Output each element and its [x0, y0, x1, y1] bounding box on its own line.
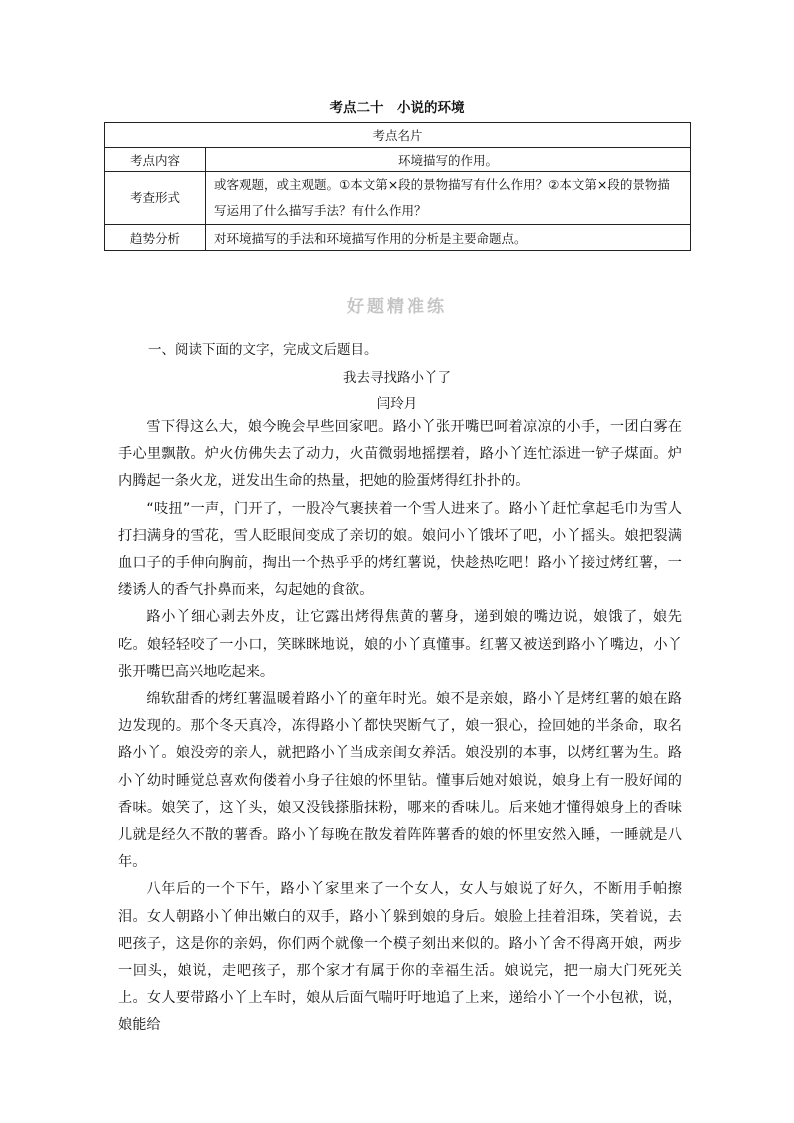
row-label: 趋势分析: [105, 225, 206, 251]
paragraph: 路小丫细心剥去外皮，让它露出烤得焦黄的薯身，递到娘的嘴边说，娘饿了，娘先吃。娘轻轻咬了一小口，笑眯眯地说，娘的小丫真懂事。红薯又被送到路小丫嘴边，小丫张开嘴巴高兴地吃起来。: [118, 609, 682, 680]
row-value: 或客观题，或主观题。①本文第×段的景物描写有什么作用？②本文第×段的景物描写运用了什么描写手法？有什么作用？: [206, 172, 691, 225]
story-author: 闫玲月: [376, 396, 418, 412]
paragraph: 绵软甜香的烤红薯温暖着路小丫的童年时光。娘不是亲娘，路小丫是烤红薯的娘在路边发现的。那个冬天真冷，冻得路小丫都快哭断气了，娘一狠心，捡回她的半条命，取名路小丫。娘没旁的亲人，就把路小丫当成亲闺女养活。娘没别的本事，以烤红薯为生。路小丫幼时睡觉总喜欢佝偻着小身子往娘的怀里钻。懂事后她对娘说，娘身上有一股好闻的香味。娘笑了，这丫头，娘又没钱搽脂抹粉，哪来的香味儿。后来她才懂得娘身上的香味儿就是经久不散的薯香。路小丫每晚在散发着阵阵薯香的娘的怀里安然入睡，一睡就是八年。: [118, 691, 682, 871]
table-row: [105, 225, 691, 251]
row-value: 对环境描写的手法和环境描写作用的分析是主要命题点。: [206, 225, 691, 251]
paragraph: 雪下得这么大，娘今晚会早些回家吧。路小丫张开嘴巴呵着凉凉的小手，一团白雾在手心里飘散。炉火仿佛失去了动力，火苗微弱地摇摆着，路小丫连忙添进一铲子煤面。炉内腾起一条火龙，迸发出生命的热量，把她的脸蛋烤得红扑扑的。: [118, 419, 682, 490]
page-title: 考点二十 小说的环境: [329, 100, 465, 116]
row-value: 环境描写的作用。: [206, 148, 691, 172]
topic-table: [104, 122, 691, 251]
section-title: 好题精准练: [347, 297, 447, 317]
story-title: 我去寻找路小丫了: [343, 370, 451, 386]
paragraph: 八年后的一个下午，路小丫家里来了一个女人，女人与娘说了好久，不断用手帕擦泪。女人朝路小丫伸出嫩白的双手，路小丫躲到娘的身后。娘脸上挂着泪珠，笑着说，去吧孩子，这是你的亲妈，你们两个就像一个模子刻出来似的。路小丫舍不得离开娘，两步一回头，娘说，走吧孩子，那个家才有属于你的幸福生活。娘说完，把一扇大门死死关上。女人要带路小丫上车时，娘从后面气喘吁吁地追了上来，递给小丫一个小包袱，说，娘能给: [118, 881, 682, 1034]
row-label: 考查形式: [105, 172, 206, 225]
question-instruction: 一、阅读下面的文字，完成文后题目。: [148, 342, 378, 358]
table-header-row: [105, 123, 691, 148]
row-label: 考点内容: [105, 148, 206, 172]
table-row: [105, 172, 691, 225]
table-row: [105, 148, 691, 172]
story-body: [118, 414, 682, 1040]
paragraph: “吱扭”一声，门开了，一股冷气裹挟着一个雪人进来了。路小丫赶忙拿起毛巾为雪人打扫满身的雪花，雪人眨眼间变成了亲切的娘。娘问小丫饿坏了吧，小丫摇头。娘把裂满血口子的手伸向胸前，掏出一个热乎乎的烤红薯说，快趁热吃吧！路小丫接过烤红薯，一缕诱人的香气扑鼻而来，勾起她的食欲。: [118, 500, 682, 599]
table-caption: 考点名片: [105, 123, 691, 148]
